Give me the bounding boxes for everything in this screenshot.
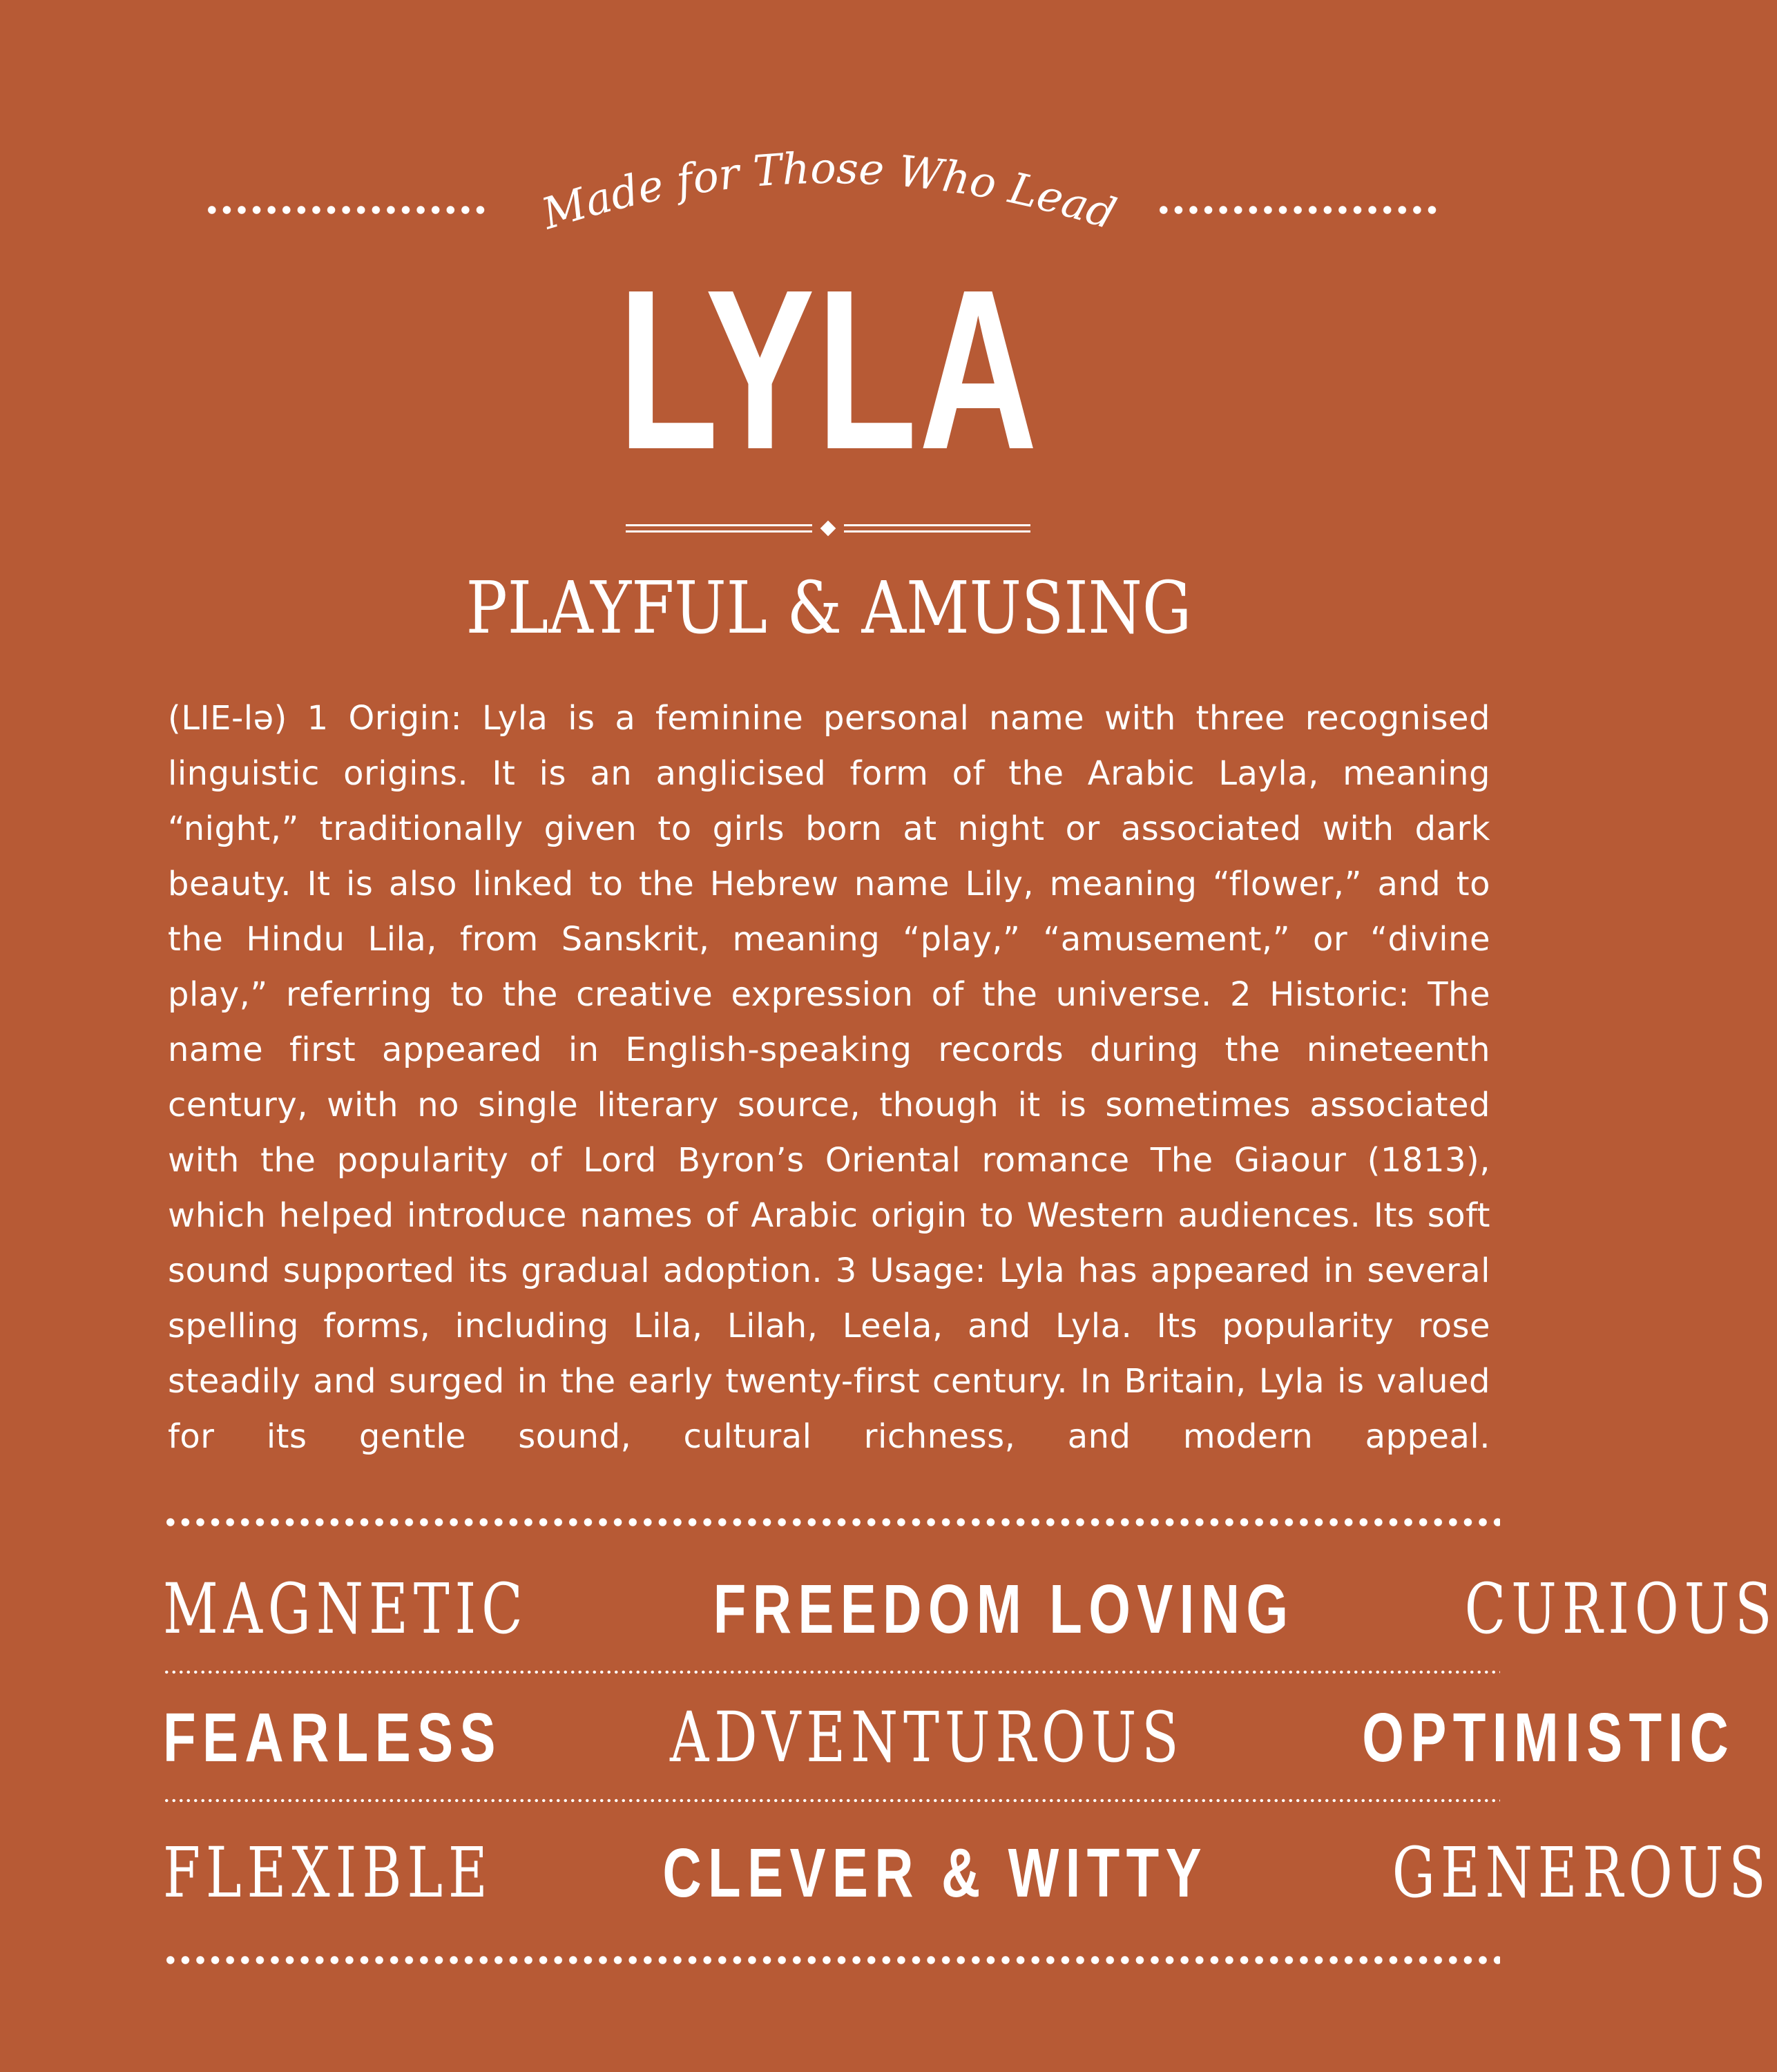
traits-divider-2 — [163, 1798, 1500, 1803]
trait-clever-witty: CLEVER & WITTY — [662, 1834, 1209, 1912]
tagline-text: Made for Those Who Lead — [536, 142, 1122, 240]
subtitle: PLAYFUL & AMUSING — [465, 566, 1192, 650]
traits-row-1 — [163, 1568, 1777, 1651]
trait-optimistic: OPTIMISTIC — [1362, 1699, 1736, 1776]
traits-divider-1 — [163, 1670, 1500, 1674]
trait-flexible: FLEXIBLE — [163, 1832, 493, 1913]
trait-curious: CURIOUS — [1464, 1569, 1777, 1649]
tagline — [525, 111, 1133, 249]
ornament-line-left-bottom — [626, 530, 812, 533]
traits-row-3 — [163, 1832, 1771, 1915]
top-left-dotted-rule — [204, 204, 488, 215]
trait-fearless: FEARLESS — [163, 1699, 502, 1776]
svg-text:Made for Those Who Lead — [535, 143, 1122, 240]
name-description: (LIE-lə) 1 Origin: Lyla is a feminine personal name with three recognised linguistic origins. It is an anglicised form of the Arabic Layla, meaning “night,” traditionally given to girls born at night or associated with dark beauty. It is also linked to the Hebrew name Lily, meaning “flower,” and to the Hindu Lila, from Sanskrit, meaning “play,” “amusement,” or “divine play,” referring to the creative expression of the universe. 2 Historic: The name first appeared in English-speaking records during the nineteenth century, with no single literary source, though it is sometimes associated with the popularity of Lord Byron’s Oriental romance The Giaour (1813), which helped introduce names of Arabic origin to Western audiences. Its soft sound supported its gradual adoption. 3 Usage: Lyla has appeared in several spelling forms, including Lila, Lilah, Leela, and Lyla. Its popularity rose steadily and surged in the early twenty-first century. In Britain, Lyla is valued for its gentle sound, cultural richness, and modern appeal. — [168, 699, 1490, 1456]
ornament-line-right-top — [844, 524, 1030, 526]
name-heading: LYLA — [617, 242, 1040, 497]
traits-row-2 — [163, 1696, 1736, 1779]
ornament-diamond-icon — [820, 521, 836, 537]
ornament-line-right-bottom — [844, 530, 1030, 533]
ornament-line-left-top — [626, 524, 812, 526]
trait-freedom-loving: FREEDOM LOVING — [713, 1571, 1295, 1648]
traits-bottom-dotted-rule — [163, 1955, 1500, 1966]
trait-adventurous: ADVENTUROUS — [670, 1697, 1184, 1778]
top-right-dotted-rule — [1156, 204, 1439, 215]
trait-magnetic: MAGNETIC — [163, 1569, 528, 1649]
traits-top-dotted-rule — [163, 1517, 1500, 1528]
trait-generous: GENEROUS — [1392, 1832, 1771, 1913]
